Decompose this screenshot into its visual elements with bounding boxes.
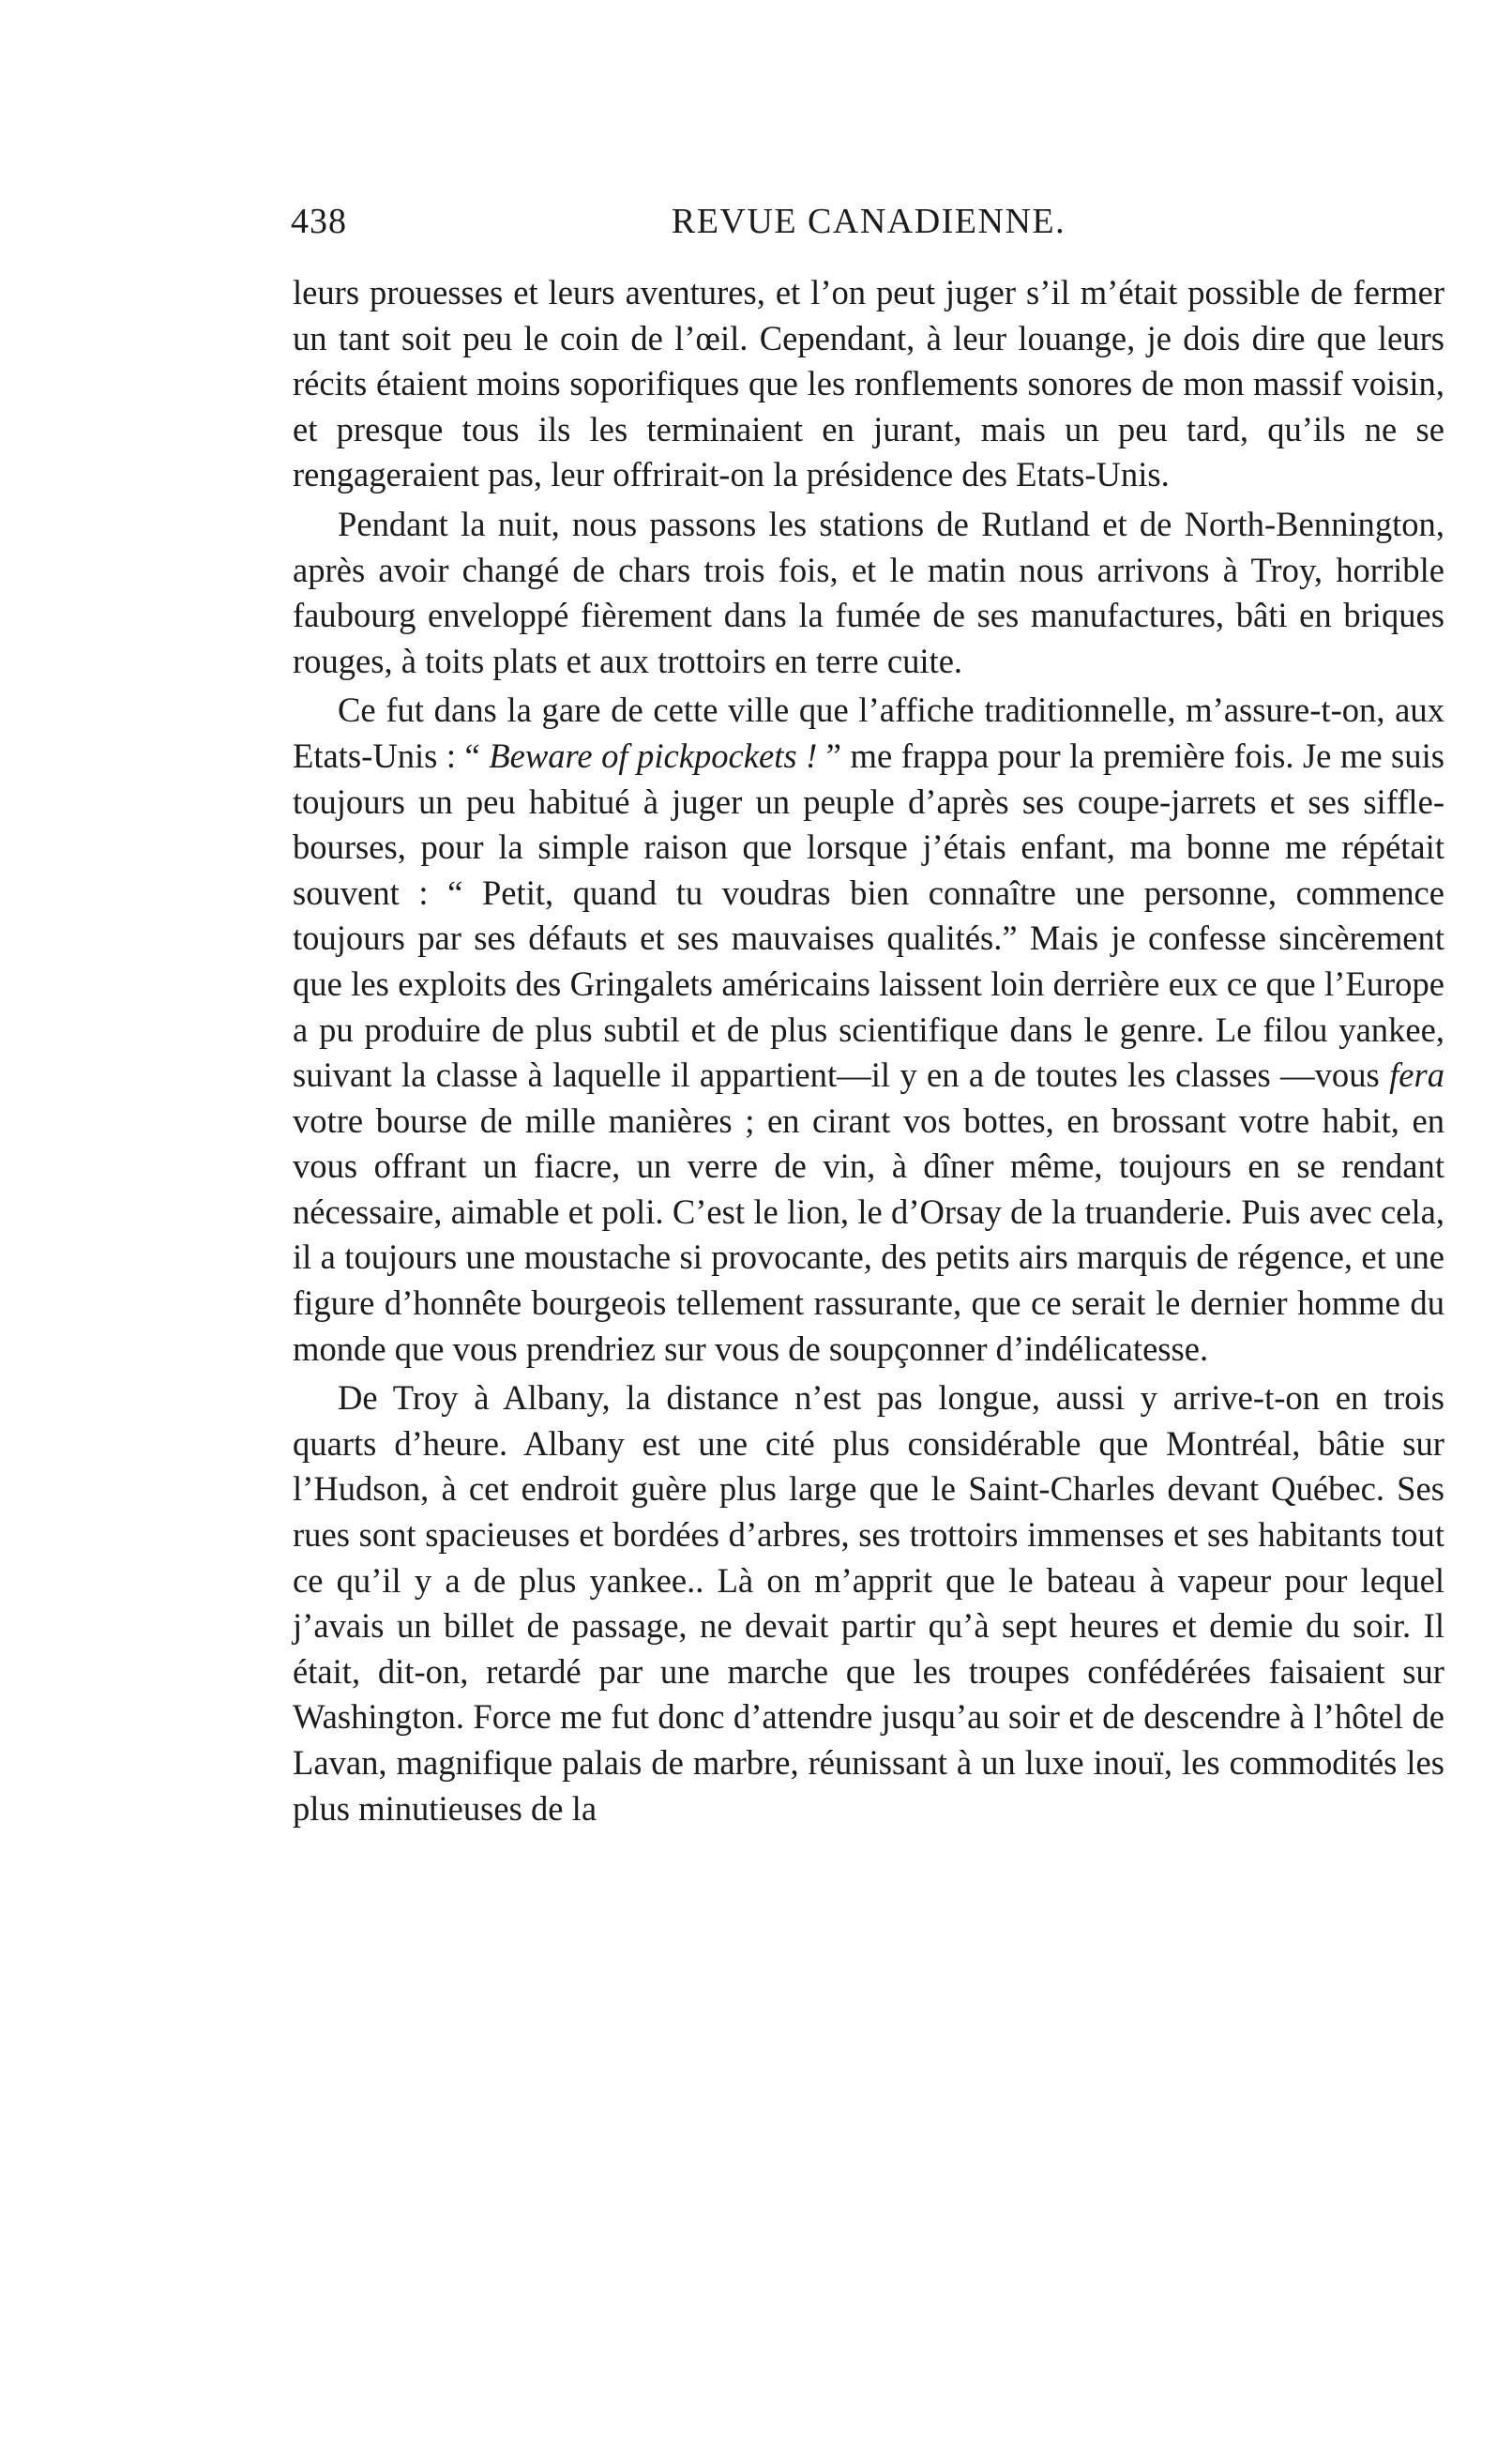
text-segment: Ce fut dans la gare de cette ville que l’affiche traditionnelle, m’assure-t-on, aux Etats-Unis : “ xyxy=(293,691,1444,775)
running-head xyxy=(291,201,1446,242)
text-segment: Pendant la nuit, nous passons les stations de Rutland et de North-Bennington, après avoir changé de chars trois fois, et le matin nous arrivons à Troy, horrible faubourg enveloppé fièrement dans la fumée de ses manufactures, bâti en briques rouges, à toits plats et aux trottoirs en terre cuite. xyxy=(293,504,1444,680)
paragraph xyxy=(293,502,1444,684)
text-segment: De Troy à Albany, la distance n’est pas longue, aussi y arrive-t-on en trois quarts d’heure. Albany est une cité plus considérable que Montréal, bâtie sur l’Hudson, à cet endroit guère plus large que le Saint-Charles devant Québec. Ses rues sont spacieuses et bordées d’arbres, ses trottoirs immenses et ses habitants tout ce qu’il y a de plus yankee.. Là on m’apprit que le bateau à vapeur pour lequel j’avais un billet de passage, ne devait partir qu’à sept heures et demie du soir. Il était, dit-on, retardé par une marche que les troupes confédérées faisaient sur Washington. Force me fut donc d’attendre jusqu’au soir et de descendre à l’hôtel de Lavan, magnifique palais de marbre, réunissant à un luxe inouï, les commodités les plus minutieuses de la xyxy=(293,1378,1444,1828)
text-segment: leurs prouesses et leurs aventures, et l’on peut juger s’il m’était possible de fermer un tant soit peu le coin de l’œil. Cependant, à leur louange, je dois dire que leurs récits étaient moins soporifiques que les ronflements sonores de mon massif voisin, et presque tous ils les terminaient en jurant, mais un peu tard, qu’ils ne se rengageraient pas, leur offrirait-on la présidence des Etats-Unis. xyxy=(293,273,1444,494)
text-segment: ” me frappa pour la première fois. Je me suis toujours un peu habitué à juger un peuple d’après ses coupe-jarrets et ses siffle-bourses, pour la simple raison que lorsque j’étais enfant, ma bonne me répétait souvent : “ Petit, quand tu voudras bien connaître une personne, commence toujours par ses défauts et ses mauvaises qualités.” Mais je confesse sincèrement que les exploits des Gringalets américains laissent loin derrière eux ce que l’Europe a pu produire de plus subtil et de plus scientifique dans le genre. Le filou yankee, suivant la classe à laquelle il appartient—il y en a de toutes les classes —vous xyxy=(293,736,1444,1095)
italic-text-segment: Beware of pickpockets ! xyxy=(489,736,818,775)
paragraph xyxy=(293,270,1444,498)
paragraph xyxy=(293,1375,1444,1831)
body-text xyxy=(293,270,1444,1835)
page-number: 438 xyxy=(291,202,347,241)
paragraph xyxy=(293,688,1444,1372)
text-segment: votre bourse de mille manières ; en cirant vos bottes, en brossant votre habit, en vous offrant un fiacre, un verre de vin, à dîner même, toujours en se rendant nécessaire, aimable et poli. C’est le lion, le d’Orsay de la truanderie. Puis avec cela, il a toujours une moustache si provocante, des petits airs marquis de régence, et une figure d’honnête bourgeois tellement rassurante, que ce serait le dernier homme du monde que vous prendriez sur vous de soupçonner d’indélicatesse. xyxy=(293,1101,1444,1368)
italic-text-segment: fera xyxy=(1389,1055,1444,1095)
running-title: REVUE CANADIENNE. xyxy=(671,202,1066,241)
